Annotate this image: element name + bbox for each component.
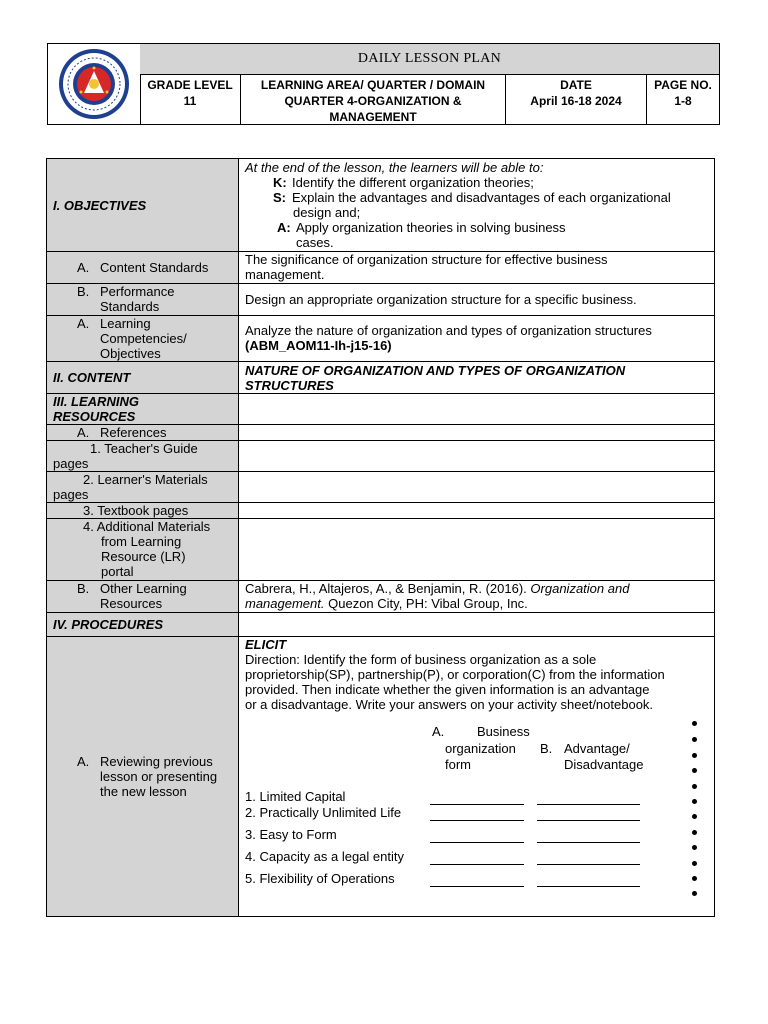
- textbook-row: [47, 503, 714, 519]
- additional-materials-label-cell: [47, 519, 239, 580]
- bullet-dot: [692, 814, 697, 819]
- teachers-guide-row: [47, 441, 714, 472]
- direction-line2: proprietorship(SP), partnership(P), or corporation(C) from the information: [245, 667, 665, 682]
- learners-materials-label-cell: [47, 472, 239, 502]
- item-1-advantage-answer-line[interactable]: [537, 804, 640, 805]
- teachers-guide-label1: 1. Teacher's Guide: [90, 441, 198, 456]
- bullet-dot: [692, 737, 697, 742]
- citation-title2: management.: [245, 596, 325, 611]
- page-number-cell: [647, 75, 719, 124]
- page-value: 1-8: [674, 94, 692, 108]
- competencies-label-cell: [47, 316, 239, 361]
- item-2-label: 2. Practically Unlimited Life: [245, 805, 402, 820]
- date-label: DATE: [560, 78, 592, 92]
- citation-line1: [245, 581, 629, 596]
- bullet-dot: [692, 768, 697, 773]
- bullet-dot: [692, 861, 697, 866]
- other-resources-row: [47, 581, 714, 613]
- competencies-label2: Competencies/: [100, 331, 187, 346]
- objectives-intro: At the end of the lesson, the learners will be able to:: [245, 160, 544, 175]
- content-standards-row: [47, 252, 714, 284]
- deped-seal-logo: [48, 44, 140, 124]
- content-text1: NATURE OF ORGANIZATION AND TYPES OF ORGANIZATION: [245, 363, 626, 378]
- item-3-advantage-answer-line[interactable]: [537, 842, 640, 843]
- item-1-form-answer-line[interactable]: [430, 804, 524, 805]
- other-resources-marker: B.: [77, 581, 90, 596]
- references-label: References: [100, 425, 167, 440]
- objectives-label: I. OBJECTIVES: [47, 159, 239, 251]
- competencies-text-cell: [239, 316, 714, 361]
- procedures-empty-cell: [239, 613, 714, 636]
- learning-resources-label-cell: [47, 394, 239, 424]
- bullet-dot: [692, 721, 697, 726]
- item-2-advantage-answer-line[interactable]: [537, 820, 640, 821]
- learning-area-line3: MANAGEMENT: [329, 110, 417, 124]
- item-5-form-answer-line[interactable]: [430, 886, 524, 887]
- objectives-row: [47, 159, 714, 252]
- references-empty-cell: [239, 425, 714, 440]
- learning-area-label: LEARNING AREA/ QUARTER / DOMAIN: [260, 78, 486, 92]
- content-row: [47, 362, 714, 394]
- competencies-code: (ABM_AOM11-Ih-j15-16): [245, 338, 392, 353]
- content-standards-text2: management.: [245, 267, 325, 282]
- performance-standards-text-cell: [239, 284, 714, 315]
- objective-k-text: Identify the different organization theories;: [292, 175, 534, 190]
- learning-area-cell: [241, 75, 506, 124]
- reviewing-row: [47, 637, 714, 916]
- item-2-form-answer-line[interactable]: [430, 820, 524, 821]
- citation-line2: [245, 596, 528, 611]
- additional-materials-label2: from Learning: [101, 534, 182, 549]
- objective-a-key: A:: [277, 220, 291, 235]
- competencies-marker: A.: [77, 316, 90, 331]
- date-value: April 16-18 2024: [530, 94, 622, 108]
- performance-standards-text: Design an appropriate organization structure for a specific business.: [245, 292, 637, 307]
- additional-materials-label3: Resource (LR): [101, 549, 186, 564]
- additional-materials-label4: portal: [101, 564, 134, 579]
- references-marker: A.: [77, 425, 90, 440]
- competencies-text: Analyze the nature of organization and types of organization structures: [245, 323, 652, 338]
- references-row: [47, 425, 714, 441]
- logo-cell: [48, 44, 141, 124]
- performance-standards-label2: Standards: [100, 299, 160, 314]
- elicit-activity-cell: [239, 637, 714, 916]
- objective-s-key: S:: [273, 190, 286, 205]
- item-4-label: 4. Capacity as a legal entity: [245, 849, 404, 864]
- reviewing-marker: A.: [77, 754, 90, 769]
- lesson-plan-table: [46, 158, 715, 917]
- reviewing-label3: the new lesson: [100, 784, 187, 799]
- learning-resources-label1: III. LEARNING: [53, 394, 139, 409]
- bullet-dot: [692, 876, 697, 881]
- elicit-heading: ELICIT: [245, 637, 287, 652]
- teachers-guide-empty-cell: [239, 441, 714, 471]
- header-table: [47, 43, 720, 125]
- item-5-advantage-answer-line[interactable]: [537, 886, 640, 887]
- learners-materials-label2: pages: [53, 487, 89, 502]
- learning-area-line2: QUARTER 4-ORGANIZATION &: [284, 94, 462, 108]
- procedures-label: IV. PROCEDURES: [47, 613, 239, 636]
- other-resources-label-cell: [47, 581, 239, 612]
- bullet-dot: [692, 799, 697, 804]
- content-text2: STRUCTURES: [245, 378, 334, 393]
- additional-materials-row: [47, 519, 714, 581]
- learners-materials-label1: 2. Learner's Materials: [83, 472, 208, 487]
- bullet-dot: [692, 753, 697, 758]
- date-cell: [506, 75, 647, 124]
- other-resources-label1: Other Learning: [100, 581, 187, 596]
- textbook-empty-cell: [239, 503, 714, 518]
- objective-k-key: K:: [273, 175, 287, 190]
- performance-standards-marker: B.: [77, 284, 90, 299]
- direction-line1: Direction: Identify the form of business organization as a sole: [245, 652, 597, 667]
- learning-resources-empty-cell: [239, 394, 714, 424]
- teachers-guide-label-cell: [47, 441, 239, 471]
- column-b-line1: Advantage/: [564, 741, 630, 756]
- citation-title1: Organization and: [530, 581, 630, 596]
- textbook-label: 3. Textbook pages: [83, 503, 189, 518]
- item-3-form-answer-line[interactable]: [430, 842, 524, 843]
- reviewing-label-cell: [47, 637, 239, 916]
- textbook-label-cell: [47, 503, 239, 518]
- direction-line3: provided. Then indicate whether the given information is an advantage: [245, 682, 650, 697]
- learning-resources-row: [47, 394, 714, 425]
- additional-materials-empty-cell: [239, 519, 714, 580]
- performance-standards-label-cell: [47, 284, 239, 315]
- content-standards-marker: A.: [77, 260, 90, 275]
- document-title: DAILY LESSON PLAN: [140, 44, 719, 75]
- other-resources-label2: Resources: [100, 596, 163, 611]
- column-b-line2: Disadvantage: [564, 757, 644, 772]
- reviewing-label1: Reviewing previous: [100, 754, 213, 769]
- objective-a-text2: cases.: [296, 235, 334, 250]
- item-1-label: 1. Limited Capital: [245, 789, 346, 804]
- competencies-label3: Objectives: [100, 346, 161, 361]
- performance-standards-row: [47, 284, 714, 316]
- bullet-dot: [692, 891, 697, 896]
- item-4-form-answer-line[interactable]: [430, 864, 524, 865]
- competencies-row: [47, 316, 714, 362]
- objective-a-text1: Apply organization theories in solving business: [296, 220, 566, 235]
- column-b-marker: B.: [540, 741, 553, 756]
- content-standards-label: Content Standards: [100, 260, 209, 275]
- content-standards-label-cell: [47, 252, 239, 283]
- competencies-label1: Learning: [100, 316, 151, 331]
- content-text-cell: [239, 362, 714, 393]
- citation-authors: Cabrera, H., Altajeros, A., & Benjamin, R. (2016).: [245, 581, 527, 596]
- item-4-advantage-answer-line[interactable]: [537, 864, 640, 865]
- bullet-dot: [692, 784, 697, 789]
- performance-standards-label1: Performance: [100, 284, 175, 299]
- item-5-label: 5. Flexibility of Operations: [245, 871, 395, 886]
- page-label: PAGE NO.: [654, 78, 712, 92]
- additional-materials-label1: 4. Additional Materials: [83, 519, 211, 534]
- grade-level-value: 11: [183, 94, 197, 108]
- column-a-line1: Business: [477, 724, 530, 739]
- column-a-line2: organization: [445, 741, 516, 756]
- objectives-content: [239, 159, 714, 251]
- column-a-line3: form: [445, 757, 471, 772]
- direction-line4: or a disadvantage. Write your answers on your activity sheet/notebook.: [245, 697, 654, 712]
- content-standards-text1: The significance of organization structure for effective business: [245, 252, 608, 267]
- content-standards-text-cell: [239, 252, 714, 283]
- procedures-row: [47, 613, 714, 637]
- learners-materials-row: [47, 472, 714, 503]
- item-3-label: 3. Easy to Form: [245, 827, 337, 842]
- objective-s-text1: Explain the advantages and disadvantages of each organizational: [292, 190, 671, 205]
- bullet-dot: [692, 845, 697, 850]
- other-resources-citation-cell: [239, 581, 714, 612]
- reviewing-label2: lesson or presenting: [100, 769, 218, 784]
- citation-rest: Quezon City, PH: Vibal Group, Inc.: [328, 596, 528, 611]
- content-label: II. CONTENT: [47, 362, 239, 393]
- grade-level-cell: [140, 75, 241, 124]
- objective-s-text2: design and;: [293, 205, 361, 220]
- learning-resources-label2: RESOURCES: [53, 409, 136, 424]
- column-a-marker: A.: [432, 724, 445, 739]
- grade-level-label: GRADE LEVEL: [147, 78, 233, 92]
- bullet-dot: [692, 830, 697, 835]
- references-label-cell: [47, 425, 239, 440]
- learners-materials-empty-cell: [239, 472, 714, 502]
- teachers-guide-label2: pages: [53, 456, 89, 471]
